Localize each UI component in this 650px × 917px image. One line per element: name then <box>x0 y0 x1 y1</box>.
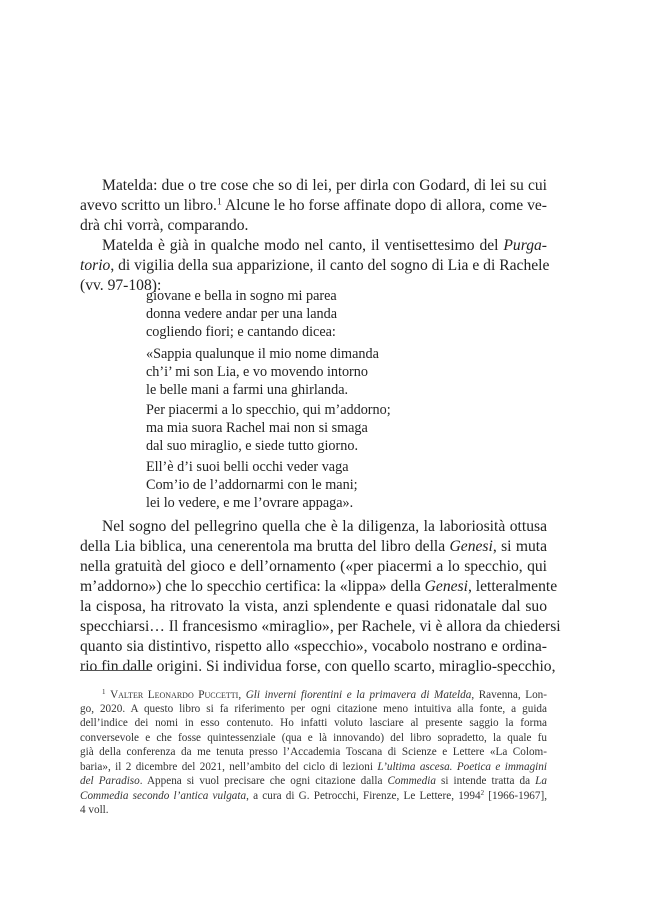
text-line: Matelda: due o tre cose che so di lei, per dirla con Godard, di lei su cui <box>102 177 547 194</box>
footnote-marker: 2 <box>480 789 485 798</box>
footnote-line: Commedia secondo l’antica vulgata, a cura di G. Petrocchi, Firenze, Le Lettere, 1994$^2$ [1966-1967], <box>80 789 547 802</box>
text-line: quanto sia distintivo, rispetto allo «specchio», vocabolo nostrano e ordina- <box>80 638 547 655</box>
verse-line: Com’io de l’addornarmi con le mani; <box>146 477 358 493</box>
verse-line: ma mia suora Rachel mai non si smaga <box>146 420 368 436</box>
footnote-line: già della conferenza da me tenuta presso l’Accademia Toscana di Scienze e Lettere «La Colom- <box>80 746 547 758</box>
text-line: rio fin dalle origini. Si individua forse, con quello scarto, miraglio-specchio, <box>80 658 556 675</box>
footnote-line: go, 2020. A questo libro si fa riferimento per ogni citazione meno intuitiva alla fonte, a guida <box>80 703 547 715</box>
footnote-line: dell’indice dei nomi in esso contenuto. Ho infatti voluto lasciare al presente saggio la forma <box>80 717 547 729</box>
verse-line: cogliendo fiori; e cantando dicea: <box>146 324 336 340</box>
footnote-line: 4 voll. <box>80 804 109 816</box>
text-line: torio, di vigilia della sua apparizione, il canto del sogno di Lia e di Rachele <box>80 257 550 274</box>
text-line: la cisposa, ha ritrovato la vista, anzi splendente e quasi ridonatale dal suo <box>80 598 547 615</box>
verse-line: giovane e bella in sogno mi parea <box>146 288 337 304</box>
text-line: della Lia biblica, una cenerentola ma brutta del libro della Genesi, si muta <box>80 538 548 555</box>
verse-line: dal suo miraglio, e siede tutto giorno. <box>146 438 358 454</box>
text-line: avevo scritto un libro.$^1$ Alcune le ho forse affinate dopo di allora, come ve- <box>80 196 547 214</box>
verse-line: «Sappia qualunque il mio nome dimanda <box>146 346 379 362</box>
footnote-separator <box>80 670 148 671</box>
text-line: m’addorno») che lo specchio certifica: la «lippa» della Genesi, letteralmente <box>80 578 558 595</box>
text-line: (vv. 97-108): <box>80 277 162 294</box>
text-line: specchiarsi… Il francesismo «miraglio», per Rachele, vi è allora da chiedersi <box>80 618 561 635</box>
verse-line: ch’i’ mi son Lia, e vo movendo intorno <box>146 364 368 380</box>
verse-line: lei lo vedere, e me l’ovrare appaga». <box>146 495 354 511</box>
footnote-line: baria», il 2 dicembre del 2021, nell’ambito del ciclo di lezioni L’ultima ascesa. Poetica e immagini <box>80 761 547 773</box>
footnote-line: $^1$ Valter Leonardo Puccetti, Gli inverni fiorentini e la primavera di Matelda, Ravenna, Lon- <box>102 688 547 701</box>
verse-line: Ell’è d’i suoi belli occhi veder vaga <box>146 459 349 475</box>
text-line: Nel sogno del pellegrino quella che è la diligenza, la laboriosità ottusa <box>102 518 547 535</box>
verse-line: le belle mani a farmi una ghirlanda. <box>146 382 349 398</box>
text-line: Matelda è già in qualche modo nel canto, il ventisettesimo del Purga- <box>102 237 547 254</box>
verse-line: donna vedere andar per una landa <box>146 306 338 322</box>
verse-line: Per piacermi a lo specchio, qui m’addorno; <box>146 402 391 418</box>
footnote-line: del Paradiso. Appena si vuol precisare che ogni citazione dalla Commedia si intende tratta da La <box>80 775 547 787</box>
text-line: drà chi vorrà, comparando. <box>80 217 249 234</box>
text-line: nella gratuità del gioco e dell’ornamento («per piacermi a lo specchio, qui <box>80 558 547 575</box>
footnote-marker: 1 <box>102 688 106 697</box>
footnote-marker: 1 <box>216 196 222 208</box>
footnote-line: conversevole e che fosse quintessenziale (qua e là innovando) del libro sopradetto, la quale fu <box>80 732 547 744</box>
